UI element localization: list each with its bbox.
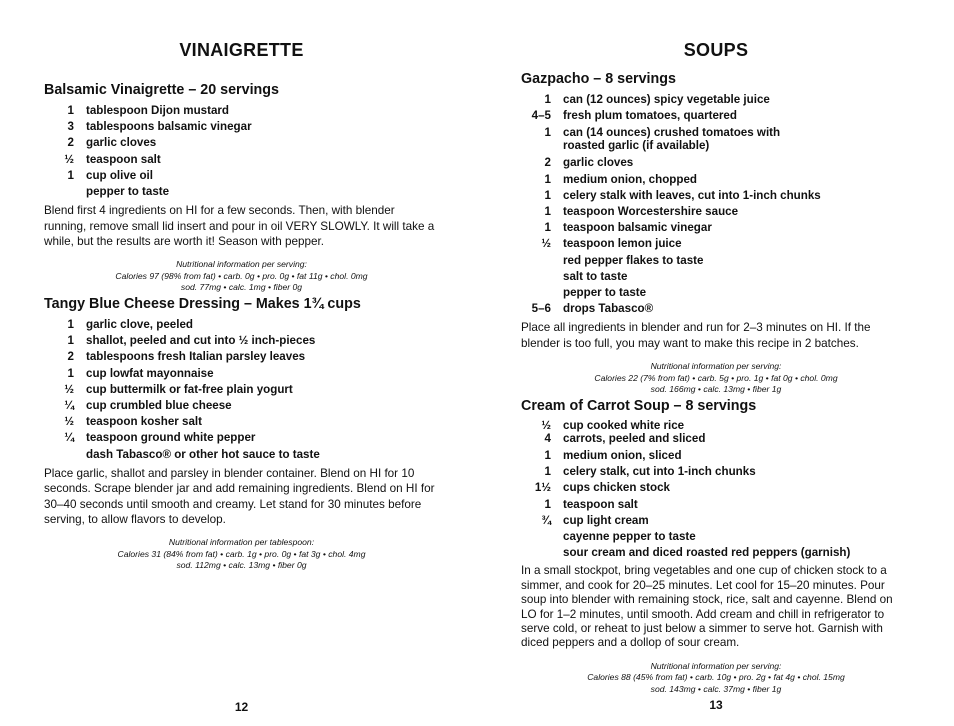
left-page: [44, 0, 439, 726]
ingredient-item: drops Tabasco®: [563, 302, 654, 316]
recipe-title: Cream of Carrot Soup – 8 servings: [521, 398, 757, 414]
ingredient-qty: [521, 285, 563, 301]
ingredient-item: teaspoon balsamic vinegar: [563, 221, 712, 235]
ingredient-item: teaspoon Worcestershire sauce: [563, 205, 739, 219]
ingredient-qty: 4–5: [531, 109, 551, 123]
ingredient-row: [44, 333, 439, 349]
ingredient-row: [44, 447, 439, 463]
ingredient-qty: [521, 253, 563, 269]
ingredient-qty: 1: [544, 449, 551, 462]
ingredient-row: [44, 168, 439, 184]
nutrition-line: sod. 143mg • calc. 37mg • fiber 1g: [650, 683, 782, 694]
ingredient-qty: 1: [67, 366, 74, 380]
ingredient-row: [521, 155, 911, 171]
ingredient-qty: 1½: [534, 481, 551, 495]
ingredient-qty: [521, 529, 563, 545]
nutrition-heading: Nutritional information per serving:: [650, 361, 782, 372]
ingredient-row: [521, 545, 911, 561]
ingredient-row: [521, 480, 911, 496]
ingredient-row: [521, 448, 911, 464]
ingredient-qty: ¼: [64, 399, 74, 413]
ingredient-row: [521, 204, 911, 220]
ingredient-list: [521, 92, 911, 317]
ingredient-qty: 1: [544, 497, 551, 511]
nutrition-heading: Nutritional information per serving:: [650, 660, 782, 671]
ingredient-item: garlic cloves: [563, 156, 634, 170]
ingredient-row: [521, 220, 911, 236]
ingredient-qty: 1: [544, 172, 551, 186]
ingredient-item: medium onion, chopped: [563, 172, 697, 186]
nutrition-line: Calories 88 (45% from fat) • carb. 10g • pro. 2g • fat 4g • chol. 15mg: [587, 672, 845, 683]
ingredient-qty: 1: [544, 205, 551, 219]
recipe-balsamic-vinaigrette: [44, 81, 439, 294]
ingredient-qty: 3: [67, 120, 74, 134]
ingredient-row: [44, 184, 439, 200]
ingredient-qty: 1: [544, 188, 551, 202]
ingredient-qty: [521, 545, 563, 561]
ingredient-row: [521, 172, 911, 188]
ingredient-qty: 1: [67, 318, 74, 331]
ingredient-qty: 2: [67, 350, 74, 364]
nutrition-info: [521, 661, 911, 695]
ingredient-qty: [521, 269, 563, 285]
ingredient-qty: ½: [64, 152, 74, 166]
ingredient-item: cup olive oil: [86, 168, 153, 182]
ingredient-item: cup lowfat mayonnaise: [86, 366, 214, 380]
ingredient-row: [44, 349, 439, 365]
ingredient-row: [44, 152, 439, 168]
ingredient-row: [44, 398, 439, 414]
ingredient-row: [44, 317, 439, 333]
ingredient-item: cups chicken stock: [563, 481, 670, 495]
recipe-method: Blend first 4 ingredients on HI for a few seconds. Then, with blender running, remove small lid insert and pour in oil VERY SLOWLY. It will take a while, but the results are worth it! Season with pepper.: [44, 204, 435, 249]
recipe-gazpacho: [521, 70, 911, 395]
ingredient-qty: ½: [64, 382, 74, 396]
ingredient-qty: 1: [544, 221, 551, 235]
ingredient-item: cayenne pepper to taste: [563, 530, 696, 544]
ingredient-item: medium onion, sliced: [563, 449, 682, 462]
nutrition-line: Calories 22 (7% from fat) • carb. 5g • pro. 1g • fat 0g • chol. 0mg: [594, 372, 838, 383]
ingredient-qty: 1: [67, 168, 74, 182]
ingredient-row: [44, 103, 439, 119]
ingredient-item: teaspoon salt: [86, 152, 161, 166]
nutrition-heading: Nutritional information per tablespoon:: [168, 537, 315, 548]
ingredient-row: [44, 119, 439, 135]
nutrition-line: sod. 77mg • calc. 1mg • fiber 0g: [180, 282, 303, 293]
ingredient-item: carrots, peeled and sliced: [563, 432, 706, 445]
ingredient-item: shallot, peeled and cut into ½ inch-pieces: [86, 334, 316, 348]
ingredient-item: pepper to taste: [86, 185, 170, 199]
ingredient-row: [521, 253, 911, 269]
ingredient-row: [521, 432, 911, 445]
ingredient-list: [44, 317, 439, 463]
recipe-method: In a small stockpot, bring vegetables and one cup of chicken stock to a simmer, and cook for 20–25 minutes. Let cool for 15–20 minutes. Pour soup into blender with remaining stock, rice, salt and cayenne. Blend on LO for 1–2 minutes, until smooth. Add cream and chill in refrigerator to serve cold, or reheat to just below a simmer to serve hot. Garnish with diced peppers and a dollop of sour cream.: [521, 564, 893, 650]
ingredient-item: tablespoons fresh Italian parsley leaves: [86, 350, 306, 364]
nutrition-line: sod. 112mg • calc. 13mg • fiber 0g: [176, 560, 307, 571]
ingredient-qty: 1: [544, 93, 551, 106]
ingredient-item: tablespoons balsamic vinegar: [86, 120, 252, 134]
ingredient-qty: 1: [67, 104, 74, 117]
nutrition-line: Calories 97 (98% from fat) • carb. 0g • pro. 0g • fat 11g • chol. 0mg: [115, 270, 368, 281]
ingredient-qty: 1: [544, 126, 551, 140]
ingredient-qty: 4: [544, 432, 551, 445]
ingredient-qty: ½: [64, 415, 74, 429]
ingredient-row: [521, 236, 911, 252]
ingredient-qty: [44, 184, 86, 200]
ingredient-qty: 2: [67, 136, 74, 150]
right-page: [521, 0, 911, 726]
ingredient-list: [44, 103, 439, 200]
ingredient-item: cup cooked white rice: [563, 419, 685, 432]
ingredient-item: can (12 ounces) spicy vegetable juice: [563, 93, 770, 106]
ingredient-qty: ¾: [541, 513, 551, 527]
ingredient-row: [44, 414, 439, 430]
ingredient-qty: ½: [541, 419, 551, 432]
ingredient-item: salt to taste: [563, 269, 628, 283]
ingredient-row: [521, 419, 911, 432]
recipe-cream-of-carrot-soup: [521, 397, 911, 695]
ingredient-row: [44, 366, 439, 382]
ingredient-qty: [44, 447, 86, 463]
ingredient-row: [521, 464, 911, 480]
recipe-title: Gazpacho – 8 servings: [521, 71, 676, 87]
ingredient-item: cup crumbled blue cheese: [86, 399, 232, 413]
ingredient-qty: 1: [544, 465, 551, 479]
page-heading: VINAIGRETTE: [179, 40, 304, 60]
ingredient-row: [521, 108, 911, 124]
ingredient-item: teaspoon ground white pepper: [86, 431, 256, 445]
ingredient-row: [521, 126, 911, 152]
ingredient-qty: ¼: [64, 431, 74, 445]
recipe-title: Tangy Blue Cheese Dressing – Makes 1¾ cups: [44, 296, 361, 312]
recipe-method: Place all ingredients in blender and run for 2–3 minutes on HI. If the blender is too full, you may want to make this recipe in 2 batches.: [521, 321, 871, 350]
ingredient-item: garlic clove, peeled: [86, 318, 193, 331]
nutrition-info: [44, 537, 439, 571]
ingredient-item: teaspoon salt: [563, 497, 638, 511]
recipe-method: Place garlic, shallot and parsley in blender container. Blend on HI for 10 seconds. Scrape blender jar and add remaining ingredients. Blend on HI for 30–40 seconds until smooth and creamy. Let stand for 30 minutes before serving, to allow flavors to develop.: [44, 466, 435, 527]
ingredient-qty: 5–6: [531, 302, 551, 316]
ingredient-list: [521, 419, 911, 561]
ingredient-item: dash Tabasco® or other hot sauce to taste: [86, 447, 320, 461]
ingredient-row: [44, 135, 439, 151]
nutrition-line: sod. 166mg • calc. 13mg • fiber 1g: [650, 384, 782, 395]
ingredient-row: [521, 497, 911, 513]
ingredient-item: pepper to taste: [563, 286, 647, 300]
ingredient-item: teaspoon kosher salt: [86, 415, 202, 429]
ingredient-item: celery stalk with leaves, cut into 1-inch chunks: [563, 188, 821, 202]
nutrition-heading: Nutritional information per serving:: [176, 259, 307, 270]
nutrition-line: Calories 31 (84% from fat) • carb. 1g • pro. 0g • fat 3g • chol. 4mg: [117, 548, 366, 559]
ingredient-row: [521, 92, 911, 108]
nutrition-info: [521, 361, 911, 395]
page-number: 12: [234, 700, 249, 714]
ingredient-item: teaspoon lemon juice: [563, 237, 682, 251]
ingredient-item: sour cream and diced roasted red peppers (garnish): [563, 546, 851, 560]
ingredient-qty: 1: [67, 334, 74, 348]
ingredient-row: [521, 269, 911, 285]
ingredient-item: celery stalk, cut into 1-inch chunks: [563, 465, 756, 479]
ingredient-qty: 2: [544, 156, 551, 170]
ingredient-item: can (14 ounces) crushed tomatoes with roasted garlic (if available): [563, 126, 781, 153]
ingredient-qty: ½: [541, 237, 551, 251]
ingredient-row: [521, 529, 911, 545]
ingredient-item: cup light cream: [563, 513, 649, 527]
page-heading: SOUPS: [683, 40, 749, 60]
ingredient-row: [521, 188, 911, 204]
ingredient-item: garlic cloves: [86, 136, 157, 150]
ingredient-row: [521, 301, 911, 317]
ingredient-row: [44, 430, 439, 446]
recipe-title: Balsamic Vinaigrette – 20 servings: [44, 82, 279, 98]
ingredient-row: [521, 513, 911, 529]
ingredient-item: fresh plum tomatoes, quartered: [563, 109, 737, 123]
ingredient-row: [44, 382, 439, 398]
ingredient-item: red pepper flakes to taste: [563, 253, 704, 267]
page-number: 13: [709, 698, 723, 712]
recipe-blue-cheese-dressing: [44, 295, 439, 572]
ingredient-row: [521, 285, 911, 301]
ingredient-item: tablespoon Dijon mustard: [86, 104, 229, 117]
nutrition-info: [44, 259, 439, 293]
ingredient-item: cup buttermilk or fat-free plain yogurt: [86, 382, 293, 396]
